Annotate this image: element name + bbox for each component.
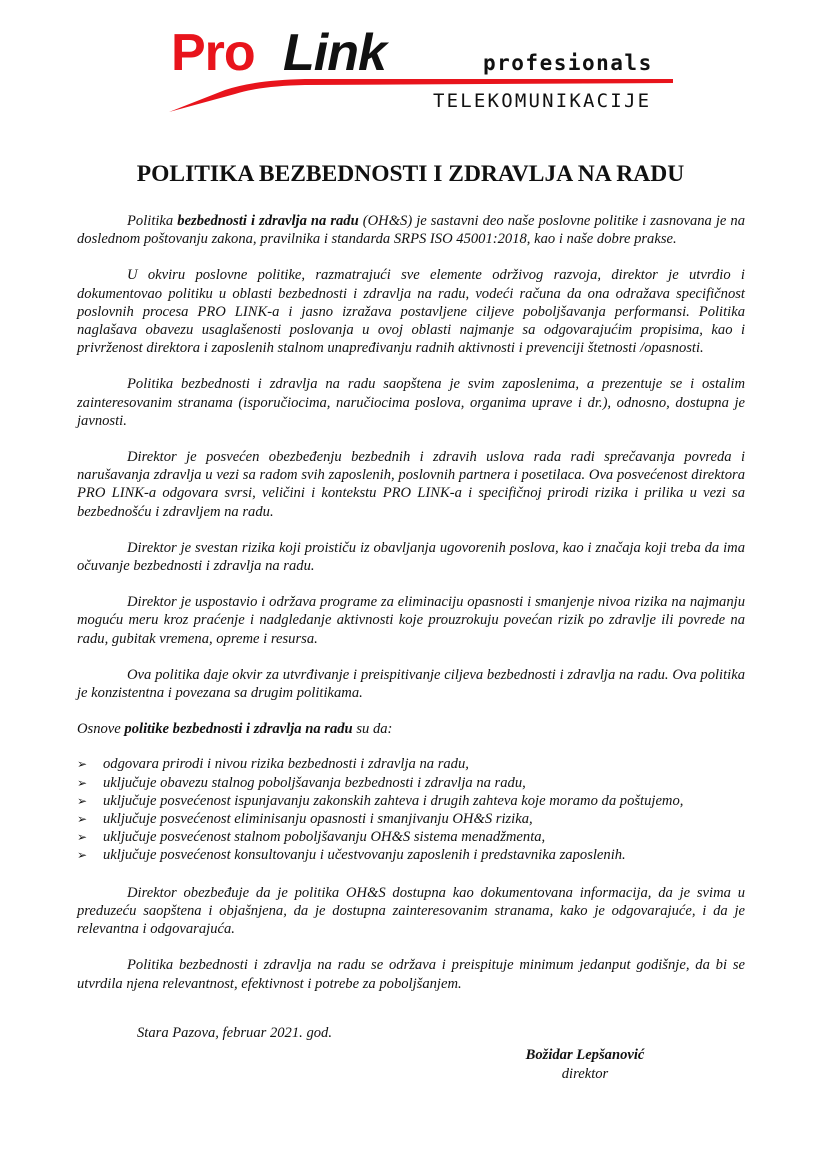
logo-link-text: Link [283, 24, 386, 82]
basis-intro-post: su da: [352, 721, 393, 738]
paragraph [77, 539, 745, 575]
page-title: POLITIKA BEZBEDNOSTI I ZDRAVLJA NA RADU [136, 161, 685, 187]
arrowhead-bullet-icon: ➢ [77, 812, 88, 827]
list-item [77, 792, 745, 810]
paragraph-intro [77, 212, 745, 248]
basis-list [77, 755, 745, 864]
paragraph [77, 593, 745, 648]
paragraph [77, 448, 745, 521]
list-item [77, 828, 745, 846]
prolink-logo-graphic [165, 22, 675, 114]
place-date: Stara Pazova, februar 2021. god. [137, 1025, 332, 1041]
list-item [77, 755, 745, 773]
list-item-text: uključuje posvećenost ispunjavanju zakonskih zahteva i drugih zahteva koje moramo da poštujemo, [103, 792, 684, 809]
basis-intro-pre: Osnove [77, 721, 125, 738]
prolink-logo [165, 22, 675, 114]
logo-tagline: profesionals [483, 51, 653, 75]
paragraph-text: Direktor je uspostavio i održava programe za eliminaciju opasnosti i smanjenje nivoa rizika na najmanju moguću meru kroz praćenje i nadgledanje aktivnosti koje prouzrokuju povećan rizik po zdravlje ili povrede na radu, gubitak vremena, opreme i resursa. [77, 594, 745, 647]
list-item-text: uključuje obavezu stalnog poboljšavanja bezbednosti i zdravlja na radu, [103, 774, 526, 791]
arrowhead-bullet-icon: ➢ [77, 757, 88, 772]
list-item-text: uključuje posvećenost stalnom poboljšavanju OH&S sistema menadžmenta, [103, 829, 546, 846]
arrowhead-bullet-icon: ➢ [77, 793, 88, 808]
signer-role: direktor [561, 1066, 609, 1082]
list-item [77, 846, 745, 864]
list-item-text: uključuje posvećenost eliminisanju opasnosti i smanjivanju OH&S rizika, [103, 811, 533, 828]
signer-name: Božidar Lepšanović [525, 1047, 645, 1063]
document-body [77, 212, 745, 1011]
list-item-text: uključuje posvećenost konsultovanju i učestvovanju zaposlenih i predstavnika zaposlenih. [103, 847, 626, 864]
paragraph-intro-pre: Politika [127, 213, 178, 229]
arrowhead-bullet-icon: ➢ [77, 848, 88, 863]
paragraph-intro-post: (OH&S) je sastavni deo naše poslovne politike i zasnovana je na doslednom poštovanju zakona, pravilnika i standarda SRPS ISO 45001:2018, kao i naše dobre prakse. [77, 213, 746, 248]
paragraph-intro-bold: bezbednosti i zdravlja na radu [177, 213, 359, 229]
arrowhead-bullet-icon: ➢ [77, 830, 88, 845]
logo-subtitle: TELEKOMUNIKACIJE [433, 90, 652, 112]
paragraph-text: Direktor je posvećen obezbeđenju bezbednih i zdravih uslova rada radi sprečavanja povreda i narušavanja zdravlja u vezi sa radom svih zaposlenih, poslovnih partnera i posetilaca. Ova posvećenost direktora PRO LINK-a odgovara svrsi, veličini i kontekstu PRO LINK-a i specifičnoj prirodi rizika i prilika u vezi sa bezbednošću i zdravljem na radu. [77, 449, 745, 520]
paragraph-text: Ova politika daje okvir za utvrđivanje i preispitivanje ciljeva bezbednosti i zdravlja na radu. Ova politika je konzistentna i povezana sa drugim politikama. [77, 666, 745, 702]
list-item [77, 810, 745, 828]
list-item [77, 774, 745, 792]
paragraph [77, 666, 745, 702]
logo-pro-text: Pro [171, 24, 255, 82]
paragraph-text: Politika bezbednosti i zdravlja na radu saopštena je svim zaposlenima, a prezentuje se i ostalim zainteresovanim stranama (isporučiocima, naručiocima poslova, organima uprave i dr.), odnosno, dostupna je javnosti. [77, 376, 745, 429]
paragraph-text: Direktor je svestan rizika koji proističu iz obavljanja ugovorenih poslova, kao i značaja koji treba da ima očuvanje bezbednosti i zdravlja na radu. [77, 539, 745, 575]
paragraph-text: Direktor obezbeđuje da je politika OH&S dostupna kao dokumentovana informacija, da je svima u preduzeću saopštena i objašnjena, da je dostupna zainteresovanim stranama, kako je odgovarajuće, i da je relevantna i odgovarajuća. [77, 884, 745, 938]
arrowhead-bullet-icon: ➢ [77, 775, 88, 790]
basis-intro-bold: politike bezbednosti i zdravlja na radu [124, 721, 353, 738]
paragraph [77, 375, 745, 430]
paragraph-text: U okviru poslovne politike, razmatrajući sve elemente održivog razvoja, direktor je utvrdio i dokumentovao politiku u oblasti bezbednosti i zdravlja na radu, vodeći računa da ona odražava specifičnost poslovnih procesa PRO LINK-a i jasno izražava postavljene ciljeve poboljšavanja performansi. Politika naglašava obavezu usaglašenosti poslovanja u ovoj oblasti najmanje sa odgovarajućim propisima, kao i privrženost direktora i zaposlenih stalnom unapređivanju radnih aktivnosti i prevenciji štetnosti /opasnosti. [77, 267, 745, 357]
paragraph [77, 956, 745, 992]
paragraph [77, 884, 745, 939]
paragraph-text: Politika bezbednosti i zdravlja na radu se održava i preispituje minimum jedanput godišnje, da bi se utvrdila njena relevantnost, efektivnost i potrebe za poboljšanjem. [77, 957, 745, 992]
paragraph [77, 266, 745, 357]
basis-intro [77, 720, 745, 738]
signature-block [510, 1046, 660, 1084]
list-item-text: odgovara prirodi i nivou rizika bezbednosti i zdravlja na radu, [103, 756, 469, 773]
